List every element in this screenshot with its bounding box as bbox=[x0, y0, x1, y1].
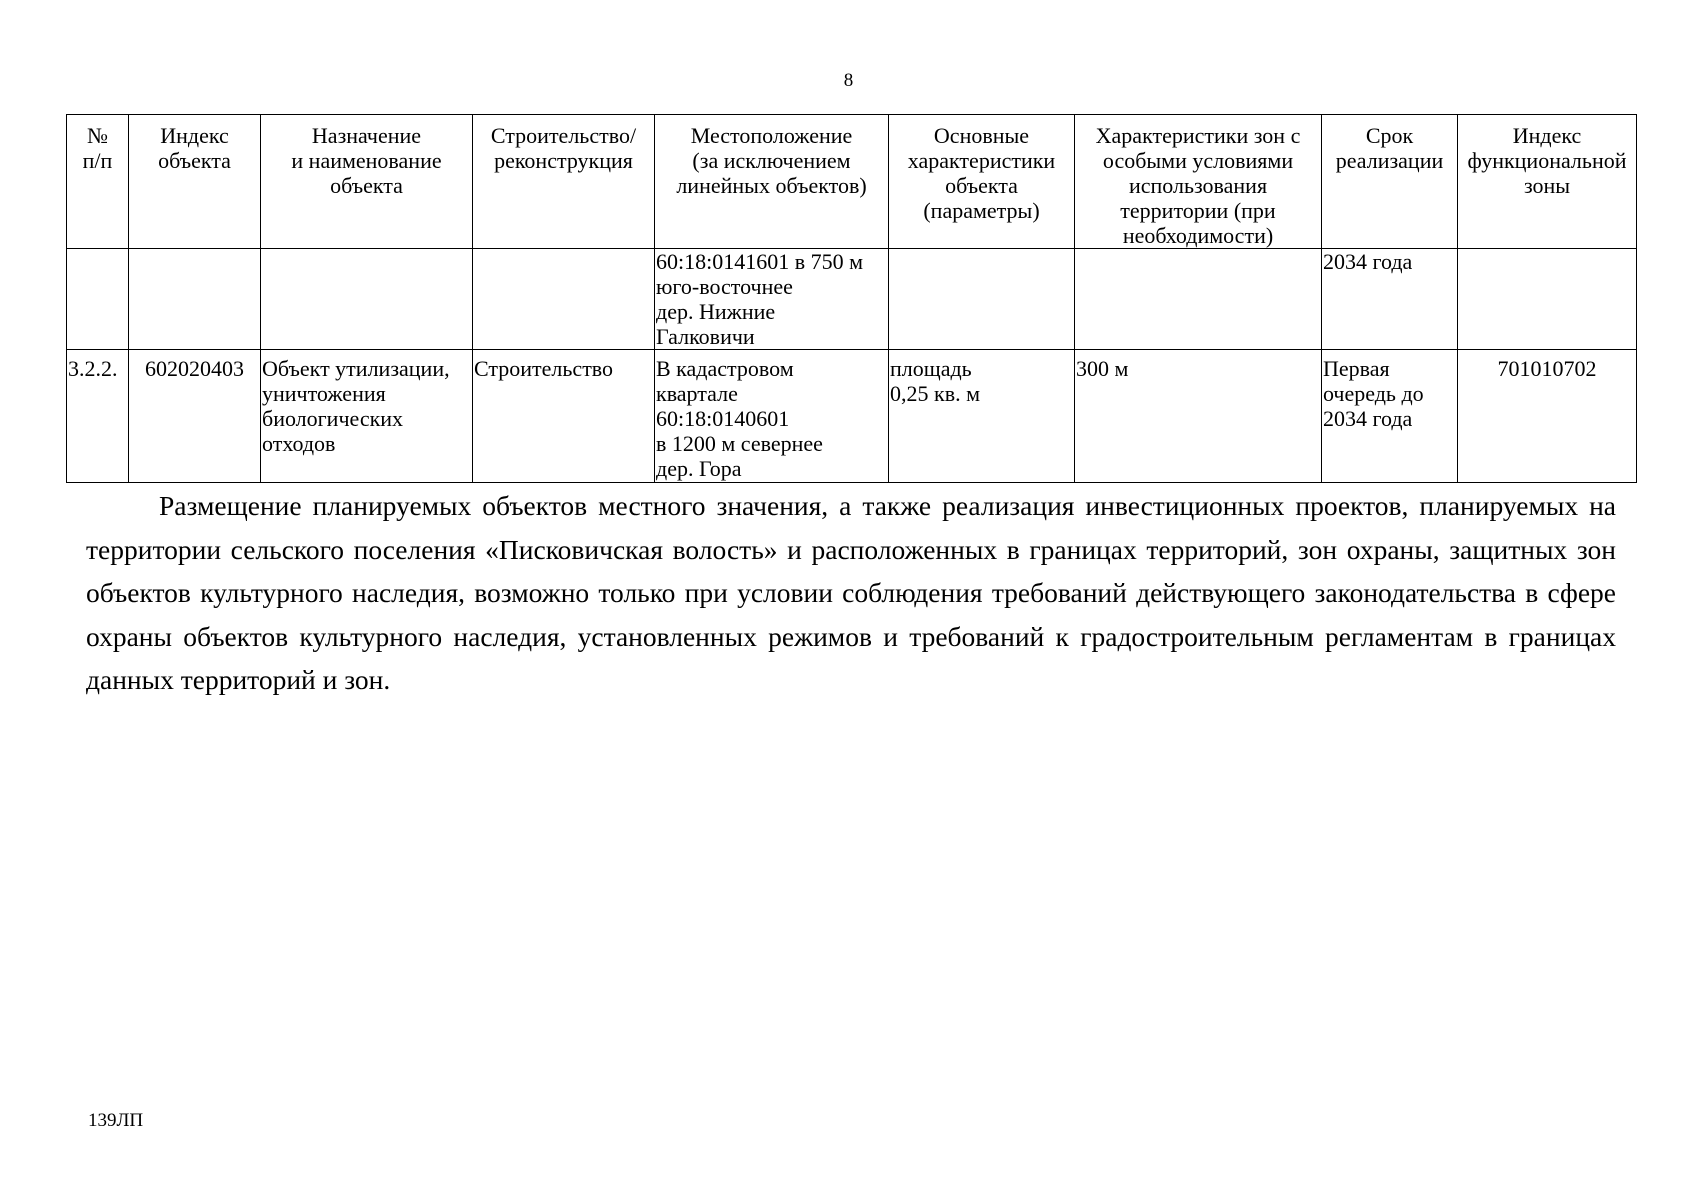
cell-params: площадь 0,25 кв. м bbox=[889, 350, 1075, 483]
header-zones: Характеристики зон с особыми условиями использования территории (при необходимости) bbox=[1075, 115, 1322, 249]
cell-params bbox=[889, 249, 1075, 350]
header-zone-index: Индекс функциональной зоны bbox=[1458, 115, 1637, 249]
cell-name: Объект утилизации, уничтожения биологических отходов bbox=[261, 350, 473, 483]
header-construction: Строительство/ реконструкция bbox=[473, 115, 655, 249]
cell-name bbox=[261, 249, 473, 350]
cell-zone-index bbox=[1458, 249, 1637, 350]
cell-num bbox=[67, 249, 129, 350]
cell-location: В кадастровом квартале 60:18:0140601 в 1200 м севернее дер. Гора bbox=[655, 350, 889, 483]
cell-zone-index: 701010702 bbox=[1458, 350, 1637, 483]
table-row bbox=[67, 350, 1637, 483]
cell-construction: Строительство bbox=[473, 350, 655, 483]
cell-term: Первая очередь до 2034 года bbox=[1322, 350, 1458, 483]
table-row bbox=[67, 249, 1637, 350]
table-header-row bbox=[67, 115, 1637, 249]
header-location: Местоположение (за исключением линейных объектов) bbox=[655, 115, 889, 249]
body-paragraph: Размещение планируемых объектов местного значения, а также реализация инвестиционных проектов, планируемых на территории сельского поселения «Писковичская волость» и расположенных в границах территорий, зон охраны, защитных зон объектов культурного наследия, возможно только при условии соблюдения требований действующего законодательства в сфере охраны объектов культурного наследия, установленных режимов и требований к градостроительным регламентам в границах данных территорий и зон. bbox=[86, 490, 1616, 695]
cell-zones: 300 м bbox=[1075, 350, 1322, 483]
cell-term: 2034 года bbox=[1322, 249, 1458, 350]
cell-index bbox=[129, 249, 261, 350]
header-name: Назначение и наименование объекта bbox=[261, 115, 473, 249]
cell-zones bbox=[1075, 249, 1322, 350]
cell-num: 3.2.2. bbox=[67, 350, 129, 483]
header-num: № п/п bbox=[67, 115, 129, 249]
objects-table bbox=[66, 114, 1637, 483]
cell-index: 602020403 bbox=[129, 350, 261, 483]
page-number: 8 bbox=[843, 70, 854, 91]
header-index: Индекс объекта bbox=[129, 115, 261, 249]
footer-document-code: 139ЛП bbox=[88, 1110, 144, 1131]
cell-location: 60:18:0141601 в 750 м юго-восточнее дер. Нижние Галковичи bbox=[655, 249, 889, 350]
header-params: Основные характеристики объекта (параметры) bbox=[889, 115, 1075, 249]
cell-construction bbox=[473, 249, 655, 350]
header-term: Срок реализации bbox=[1322, 115, 1458, 249]
